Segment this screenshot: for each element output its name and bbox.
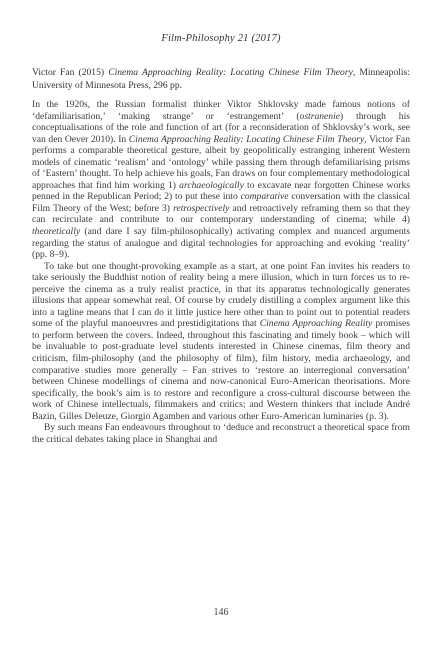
citation-book-title: Cinema Approaching Reality: Locating Chinese Film Theory [108,67,353,78]
text-run: To take but one thought-provoking example as a start, at one point Fan invites his readers to take seriously the Buddhist notion of reality being a mere illusion, which in turn forces us to re-perceive the cinema as a truly realist practice, in that its apparatus technologically generates illusions that appear somewhat real. Of course by crudely distilling a complex argument like this into a tagline means that I can do it little justice here other than to point out to potential readers some of the playful manoeuvres and prestidigitations that [32,260,410,330]
running-head: Film-Philosophy 21 (2017) [161,33,281,44]
text-run: conversation with the classical Film Theory of the West; before 3) [32,191,410,214]
text-run: (and dare I say film-philosophically) activating complex and nuanced arguments regarding the status of analogue and digital technologies for approaching and evoking ‘reality’ (pp. 8–9). [32,226,410,261]
italic-term: Cinema Approaching Reality [259,318,373,330]
page-number: 146 [213,607,229,618]
italic-term: retrospectively [173,202,230,214]
text-run: ) through his conceptualisations of the role and function of art (for a reconsideration of Shklovsky’s work, see van den Oever 2010). In [32,110,410,145]
book-citation [32,66,410,92]
italic-term: ostranenie [299,110,341,122]
text-run: , Victor Fan performs a comparable theoretical gesture, albeit by geopolitically estranging inherent Western models of cinematic ‘realism’ and ‘ontology’ while passing them through defamiliarising prisms of ‘Eastern’ thought. To help achieve his goals, Fan draws on four complementary methodological approaches that find him working 1) [32,133,410,191]
review-body [32,99,410,445]
italic-term: comparative [240,191,289,203]
text-run: and retroactively reframing them so that they can recirculate and contribute to our contemporary understanding of cinema; while 4) [32,202,410,226]
paragraph-1 [32,99,410,261]
citation-publisher: , Minneapolis: University of Minnesota Press, 296 pp. [32,67,410,92]
italic-term: Cinema Approaching Reality: Locating Chinese Film Theory [128,133,365,145]
italic-term: archaeologically [179,179,244,191]
italic-term: theoretically [32,226,81,238]
citation-author-year: Victor Fan (2015) [32,67,109,78]
text-run: In the 1920s, the Russian formalist thinker Viktor Shklovsky made famous notions of ‘defamiliarisation,’ ‘making strange’ or ‘estrangement’ ( [32,99,410,122]
text-run: By such means Fan endeavours throughout to ‘deduce and reconstruct a theoretical space from the critical debates taking place in Shanghai and [32,422,410,445]
text-run: to excavate near forgotten Chinese works penned in the Republican Period; 2) to put these into [32,179,410,203]
text-run: promises to perform between the covers. Indeed, throughout this fascinating and timely book – which will be invaluable to post-graduate level students interested in Chinese cinemas, film theory and criticism, film-philosophy (and the philosophy of film), film history, media archaeology, and comparative studies more generally – Fan strives to ‘restore an interregional conversation’ between Chinese modellings of cinema and now-canonical Euro-American theorisations. More specifically, the book’s aim is to restore and reconfigure a cross-cultural discourse between the work of Chinese intellectuals, filmmakers and critics; and Western thinkers that include André Bazin, Gilles Deleuze, Giorgio Agamben and various other Euro-American luminaries (p. 3). [32,318,410,422]
paragraph-3 [32,422,410,445]
paragraph-2 [32,261,410,423]
